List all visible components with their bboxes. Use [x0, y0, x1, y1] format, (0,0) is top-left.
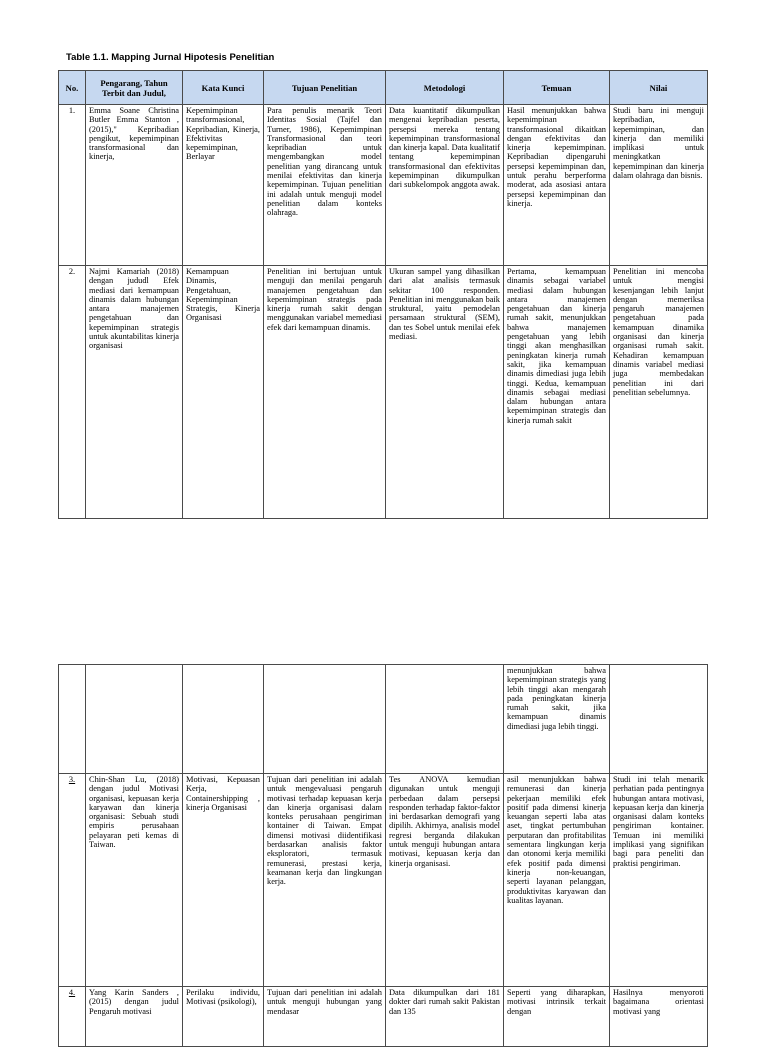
cell-value: Studi baru ini menguji kepribadian, kepemimpinan, dan kinerja dan memiliki implikasi untuk meningkatkan kepemimpinan dan kinerja dalam olahraga dan bisnis.: [610, 105, 708, 266]
cell-author: Chin-Shan Lu, (2018) dengan judul Motivasi organisasi, kepuasan kerja karyawan dan kinerja organisasi: Sebuah studi empiris perusahaan pelayaran peti kemas di Taiwan.: [86, 774, 183, 987]
table-row: [59, 774, 708, 987]
table-row: [59, 665, 708, 774]
cell-method: Data dikumpulkan dari 181 dokter dari rumah sakit Pakistan dan 135: [386, 987, 504, 1047]
header-value: Nilai: [610, 71, 708, 105]
cell-keywords: Perilaku individu, Motivasi (psikologi),: [183, 987, 264, 1047]
cell-findings: asil menunjukkan bahwa remunerasi dan kinerja pekerjaan memiliki efek positif pada dimensi kinerja keuangan seperti laba atas aset, tingkat pertumbuhan perputaran dan profitabilitas sementara lingkungan kerja dan otonomi kerja memiliki efek positif pada dimensi kinerja non-keuangan, seperti layanan pelanggan, produktivitas karyawan dan kualitas layanan.: [504, 774, 610, 987]
header-no: No.: [59, 71, 86, 105]
cell-author: Najmi Kamariah (2018) dengan jududl Efek mediasi dari kemampuan dinamis dalam hubungan antara manajemen pengetahuan dan kepemimpinan strategis untuk akuntabilitas kinerja organisasi: [86, 266, 183, 519]
cell-value: Hasilnya menyoroti bagaimana orientasi motivasi yang: [610, 987, 708, 1047]
cell-findings: Seperti yang diharapkan, motivasi intrinsik terkait dengan: [504, 987, 610, 1047]
cell-purpose: Para penulis menarik Teori Identitas Sosial (Tajfel dan Turner, 1986), Kepemimpinan Transformasional dan teori kepribadian untuk mengembangkan model penelitian yang dirancang untuk menilai efektivitas dan kinerja kepemimpinan. Tujuan penelitian ini adalah untuk menguji model penelitian dalam konteks olahraga.: [264, 105, 386, 266]
cell-method: Data kuantitatif dikumpulkan mengenai kepribadian peserta, persepsi mereka tentang kepemimpinan transformasional dan kinerja kapal. Data kualitatif tentang kepemimpinan transformasional dan efektivitas kepemimpinan dikumpulkan dari subkelompok anggota awak.: [386, 105, 504, 266]
cell-no: 2.: [59, 266, 86, 519]
header-purpose: Tujuan Penelitian: [264, 71, 386, 105]
cell-purpose: Tujuan dari penelitian ini adalah untuk menguji hubungan yang mendasar: [264, 987, 386, 1047]
cell-method: Ukuran sampel yang dihasilkan dari alat analisis termasuk sekitar 100 responden. Penelitian ini menggunakan baik struktural, yaitu pemodelan persamaan struktural (SEM), dan tes Sobel untuk menilai efek mediasi.: [386, 266, 504, 519]
cell-method: Tes ANOVA kemudian digunakan untuk menguji perbedaan dalam persepsi responden terhadap faktor-faktor ini berdasarkan demografi yang dipilih. Akhirnya, analisis model regresi berganda dilakukan untuk menguji hubungan antara motivasi, kepuasan kerja dan kinerja organisasi.: [386, 774, 504, 987]
cell-findings: Pertama, kemampuan dinamis sebagai variabel mediasi dalam hubungan antara manajemen pengetahuan dan kinerja rumah sakit, menunjukkan bahwa manajemen pengetahuan yang lebih tinggi akan menghasilkan peningkatan kinerja rumah sakit, jika kemampuan dinamis dimediasi juga lebih tinggi. Kedua, kemampuan dinamis sebagai mediasi dalam hubungan antara kepemimpinan strategis dan kinerja rumah sakit: [504, 266, 610, 519]
cell-keywords: [183, 665, 264, 774]
row-number: 4.: [68, 988, 76, 997]
cell-purpose: Tujuan dari penelitian ini adalah untuk mengevaluasi pengaruh motivasi terhadap kepuasan kerja dan kinerja organisasi dalam konteks perusahaan pengiriman kontainer di Taiwan. Empat dimensi motivasi diidentifikasi berdasarkan analisis faktor eksploratori, termasuk remunerasi, prestasi kerja, keamanan kerja dan lingkungan kerja.: [264, 774, 386, 987]
cell-value: Studi ini telah menarik perhatian pada pentingnya hubungan antara motivasi, kepuasan kerja dan kinerja organisasi dalam konteks pengiriman kontainer. Temuan ini memiliki implikasi yang signifikan bagi para peneliti dan praktisi pengiriman.: [610, 774, 708, 987]
table-caption: Table 1.1. Mapping Jurnal Hipotesis Penelitian: [66, 52, 275, 63]
cell-value: Penelitian ini mencoba untuk mengisi kesenjangan lebih lanjut dengan memeriksa pengaruh manajemen pengetahuan pada kemampuan dinamika organisasi dan kinerja organisasi rumah sakit. Kehadiran kemampuan dinamis variabel mediasi juga membedakan penelitian ini dari penelitian sebelumnya.: [610, 266, 708, 519]
cell-keywords: Kepemimpinan transformasional, Kepribadian, Kinerja, Efektivitas kepemimpinan, Berlayar: [183, 105, 264, 266]
cell-findings: menunjukkan bahwa kepemimpinan strategis yang lebih tinggi akan mengarah pada peningkatan kinerja rumah sakit, jika kemampuan dinamis dimediasi juga lebih tinggi.: [504, 665, 610, 774]
table-row: [59, 266, 708, 519]
cell-findings: Hasil menunjukkan bahwa kepemimpinan transformasional dikaitkan dengan efektivitas dan kinerja kepemimpinan. Kepribadian dipengaruhi persepsi kepemimpinan dan, untuk perahu berperforma moderat, ada asosiasi antara persepsi kepemimpinan dan kinerja.: [504, 105, 610, 266]
cell-keywords: Motivasi, Kepuasan Kerja, Containershipping , kinerja Organisasi: [183, 774, 264, 987]
table-row: [59, 987, 708, 1047]
cell-author: [86, 665, 183, 774]
cell-author: Emma Soane Christina Butler Emma Stanton , (2015)," Kepribadian pengikut, kepemimpinan transformasional dan kinerja,: [86, 105, 183, 266]
cell-no: [59, 665, 86, 774]
header-findings: Temuan: [504, 71, 610, 105]
row-number: 3.: [68, 775, 76, 784]
cell-no: [59, 987, 86, 1047]
header-method: Metodologi: [386, 71, 504, 105]
cell-value: [610, 665, 708, 774]
cell-author: Yang Karin Sanders , (2015) dengan judul Pengaruh motivasi: [86, 987, 183, 1047]
cell-purpose: [264, 665, 386, 774]
header-keywords: Kata Kunci: [183, 71, 264, 105]
table-header-row: [59, 71, 708, 105]
header-author: Pengarang, Tahun Terbit dan Judul,: [86, 71, 183, 105]
mapping-table-part-2: [58, 664, 708, 1047]
mapping-table-part-1: [58, 70, 708, 519]
cell-purpose: Penelitian ini bertujuan untuk menguji dan menilai pengaruh manajemen pengetahuan dan kepemimpinan strategis pada kinerja rumah sakit dengan menggunakan variabel memediasi efek dari kemampuan dinamis.: [264, 266, 386, 519]
cell-no: 1.: [59, 105, 86, 266]
cell-no: [59, 774, 86, 987]
cell-keywords: Kemampuan Dinamis, Pengetahuan, Kepemimpinan Strategis, Kinerja Organisasi: [183, 266, 264, 519]
cell-method: [386, 665, 504, 774]
table-row: [59, 105, 708, 266]
